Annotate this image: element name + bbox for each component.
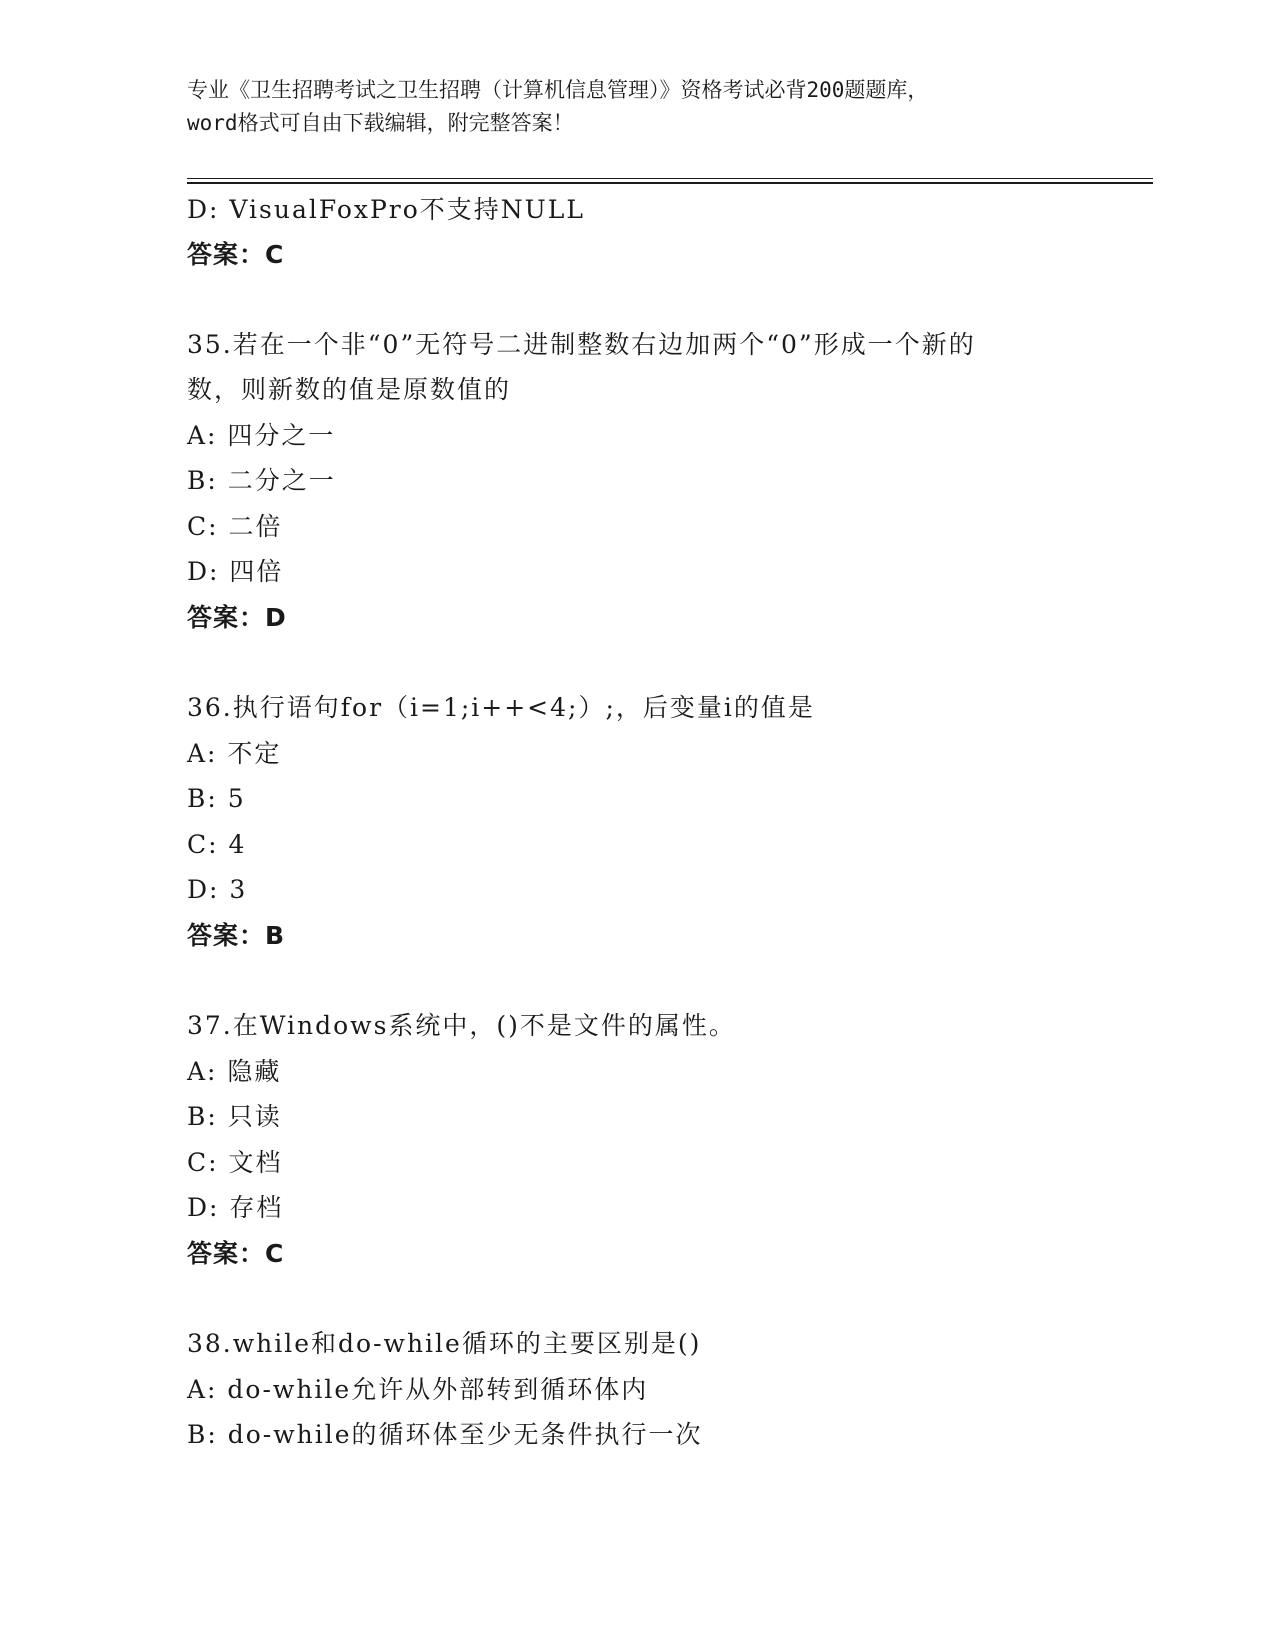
- q37-option-c: C: 文档: [187, 1148, 283, 1177]
- q38-option-b: B: do-while的循环体至少无条件执行一次: [187, 1420, 703, 1449]
- q38-stem: 38.while和do-while循环的主要区别是(): [187, 1329, 702, 1358]
- q36-answer: 答案：B: [187, 921, 286, 950]
- q38-option-a: A: do-while允许从外部转到循环体内: [187, 1375, 649, 1404]
- q35-stem-line-1: 35.若在一个非“0”无符号二进制整数右边加两个“0”形成一个新的: [187, 330, 976, 359]
- q36-option-d: D: 3: [187, 875, 248, 904]
- q36-stem: 36.执行语句for（i=1;i++<4;）;，后变量i的值是: [187, 693, 815, 722]
- q36-option-c: C: 4: [187, 830, 247, 859]
- q35-option-b: B: 二分之一: [187, 466, 336, 495]
- q37-answer: 答案：C: [187, 1239, 285, 1268]
- header-line-1: 专业《卫生招聘考试之卫生招聘（计算机信息管理）》资格考试必背200题题库，: [187, 78, 929, 102]
- q37-stem: 37.在Windows系统中，()不是文件的属性。: [187, 1011, 736, 1040]
- q37-option-a: A: 隐藏: [187, 1057, 282, 1086]
- q35-option-a: A: 四分之一: [187, 421, 336, 450]
- q35-stem-line-2: 数，则新数的值是原数值的: [187, 375, 512, 404]
- q37-option-d: D: 存档: [187, 1193, 284, 1222]
- q34-answer: 答案：C: [187, 240, 285, 269]
- q36-option-b: B: 5: [187, 784, 246, 813]
- q35-option-c: C: 二倍: [187, 512, 283, 541]
- header-rule-thick: [187, 182, 1153, 184]
- document-header: [187, 74, 1087, 140]
- q35-option-d: D: 四倍: [187, 557, 284, 586]
- q36-option-a: A: 不定: [187, 739, 282, 768]
- q35-answer: 答案：D: [187, 603, 287, 632]
- q37-option-b: B: 只读: [187, 1102, 282, 1131]
- q34-option-d: D: VisualFoxPro不支持NULL: [187, 195, 585, 224]
- header-rule-thin: [187, 178, 1153, 179]
- header-line-2: word格式可自由下载编辑，附完整答案！: [187, 111, 574, 135]
